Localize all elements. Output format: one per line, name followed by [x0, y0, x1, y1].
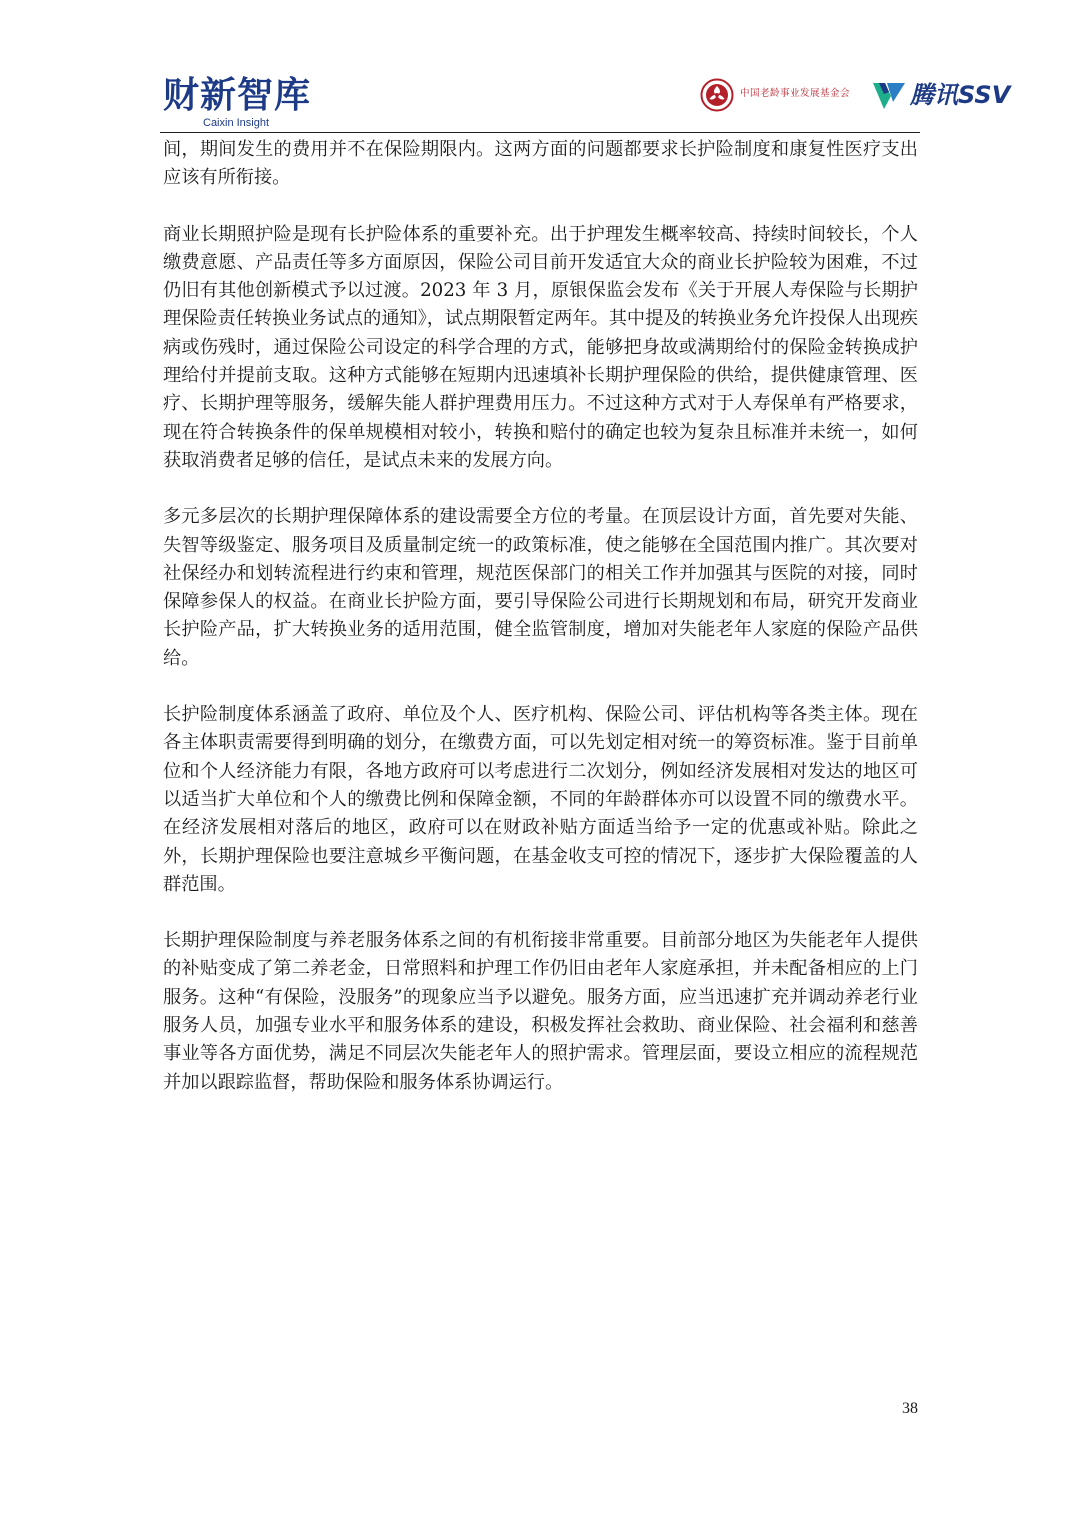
tencent-ssv-logo-text: 腾讯SSV [910, 81, 1011, 109]
paragraph: 长期护理保险制度与养老服务体系之间的有机衔接非常重要。目前部分地区为失能老年人提供的补贴变成了第二养老金，日常照料和护理工作仍旧由老年人家庭承担，并未配备相应的上门服务。这种“有保险，没服务”的现象应当予以避免。服务方面，应当迅速扩充并调动养老行业服务人员，加强专业水平和服务体系的建设，积极发挥社会救助、商业保险、社会福利和慈善事业等各方面优势，满足不同层次失能老年人的照护需求。管理层面，要设立相应的流程规范并加以跟踪监督，帮助保险和服务体系协调运行。 [163, 930, 918, 1093]
header-divider [160, 132, 920, 133]
paragraph: 间，期间发生的费用并不在保险期限内。这两方面的问题都要求长护险制度和康复性医疗支出应该有所衔接。 [163, 139, 918, 189]
tencent-ssv-logo-icon [871, 80, 907, 112]
paragraph: 长护险制度体系涵盖了政府、单位及个人、医疗机构、保险公司、评估机构等各类主体。现在各主体职责需要得到明确的划分，在缴费方面，可以先划定相对统一的筹资标准。鉴于目前单位和个人经济能力有限，各地方政府可以考虑进行二次划分，例如经济发展相对发达的地区可以适当扩大单位和个人的缴费比例和保障金额，不同的年龄群体亦可以设置不同的缴费水平。在经济发展相对落后的地区，政府可以在财政补贴方面适当给予一定的优惠或补贴。除此之外，长期护理保险也要注意城乡平衡问题，在基金收支可控的情况下，逐步扩大保险覆盖的人群范围。 [163, 704, 918, 895]
caixin-insight-logo-subtitle: Caixin Insight [203, 117, 270, 129]
paragraph: 多元多层次的长期护理保障体系的建设需要全方位的考量。在顶层设计方面，首先要对失能、失智等级鉴定、服务项目及质量制定统一的政策标准，使之能够在全国范围内推广。其次要对社保经办和划转流程进行约束和管理，规范医保部门的相关工作并加强其与医院的对接，同时保障参保人的权益。在商业长护险方面，要引导保险公司进行长期规划和布局，研究开发商业长护险产品，扩大转换业务的适用范围，健全监管制度，增加对失能老年人家庭的保险产品供给。 [163, 506, 918, 669]
body-text [163, 136, 918, 1125]
paragraph: 商业长期照护险是现有长护险体系的重要补充。出于护理发生概率较高、持续时间较长，个人缴费意愿、产品责任等多方面原因，保险公司目前开发适宜大众的商业长护险较为困难，不过仍旧有其他创新模式予以过渡。2023 年 3 月，原银保监会发布《关于开展人寿保险与长期护理保险责任转换业务试点的通知》，试点期限暂定两年。其中提及的转换业务允许投保人出现疾病或伤残时，通过保险公司设定的科学合理的方式，能够把身故或满期给付的保险金转换成护理给付并提前支取。这种方式能够在短期内迅速填补长期护理保险的供给，提供健康管理、医疗、长期护理等服务，缓解失能人群护理费用压力。不过这种方式对于人寿保单有严格要求，现在符合转换条件的保单规模相对较小，转换和赔付的确定也较为复杂且标准并未统一，如何获取消费者足够的信任，是试点未来的发展方向。 [163, 223, 918, 471]
page-number: 38 [902, 1400, 918, 1417]
foundation-emblem-icon [700, 78, 734, 112]
foundation-name: 中国老龄事业发展基金会 [740, 88, 851, 99]
page-header [0, 0, 1080, 135]
caixin-insight-logo-text: 财新智库 [163, 75, 312, 116]
